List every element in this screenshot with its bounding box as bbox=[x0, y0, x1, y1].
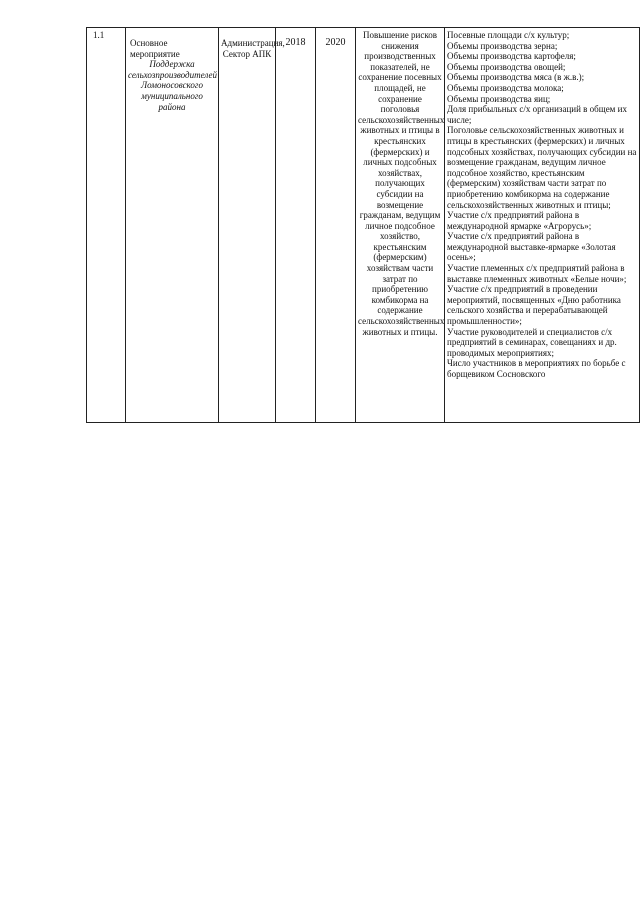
indicator-item: Участие руководителей и специалистов с/х предприятий в семинарах, совещаниях и др. проводимых мероприятиях; bbox=[447, 326, 617, 358]
executor-text: Администрация, Сектор АПК bbox=[221, 38, 285, 59]
indicator-item: Объемы производства зерна; bbox=[447, 40, 558, 51]
indicator-item: Посевные площади с/х культур; bbox=[447, 30, 570, 40]
end-year: 2020 bbox=[316, 28, 356, 423]
executor-cell bbox=[219, 28, 285, 423]
program-table bbox=[86, 27, 640, 423]
indicator-item: Участие с/х предприятий в проведении мероприятий, посвященных «Дню работника сельского хозяйства и перерабатывающей промышленности»; bbox=[447, 284, 621, 327]
indicator-item: Доля прибыльных с/х организаций в общем их числе; bbox=[447, 104, 627, 125]
activity-name: Основное мероприятие bbox=[130, 38, 180, 59]
indicator-item: Число участников в мероприятиях по борьбе с борщевиком Сосновского bbox=[447, 358, 626, 379]
indicator-item: Участие с/х предприятий района в международной ярмарке «Агрорусь»; bbox=[447, 210, 592, 231]
indicator-item: Объемы производства мяса (в ж.в.); bbox=[447, 72, 585, 83]
indicator-item: Объемы производства овощей; bbox=[447, 61, 566, 72]
indicators-cell bbox=[445, 28, 640, 423]
indicator-item: Объемы производства молока; bbox=[447, 82, 564, 93]
start-year: 2018 bbox=[276, 28, 316, 423]
indicator-item: Объемы производства картофеля; bbox=[447, 51, 576, 62]
goal-cell: Повышение рисков снижения производственных показателей, не сохранение посевных площадей, не сохранение поголовья сельскохозяйственных животных и птицы в крестьянских (фермерских) и личных подсобных хозяйствах, получающих субсидии на возмещение гражданам, ведущим личное подсобное хозяйство, крестьянским (фермерским) хозяйствам части затрат по приобретению комбикорма на содержание сельскохозяйственных животных и птицы. bbox=[356, 28, 445, 423]
activity-description: Поддержка сельхозпроизводителей Ломоносовского муниципального района bbox=[128, 59, 217, 112]
row-number: 1.1 bbox=[87, 28, 126, 423]
activity-cell bbox=[126, 28, 219, 423]
indicator-item: Поголовье сельскохозяйственных животных и птицы в крестьянских (фермерских) и личных подсобных хозяйствах, получающих субсидии на возмещение гражданам, ведущим личное подсобное хозяйство, крестьянским (фермерским) хозяйствам части затрат по приобретению комбикорма на содержание сельскохозяйственных животных и птицы; bbox=[447, 125, 637, 210]
indicator-item: Участие с/х предприятий района в международной выставке-ярмарке «Золотая осень»; bbox=[447, 231, 616, 263]
indicator-item: Объемы производства яиц; bbox=[447, 93, 551, 104]
indicator-item: Участие племенных с/х предприятий района в выставке племенных животных «Белые ночи»; bbox=[447, 263, 627, 284]
table-row bbox=[87, 28, 640, 423]
